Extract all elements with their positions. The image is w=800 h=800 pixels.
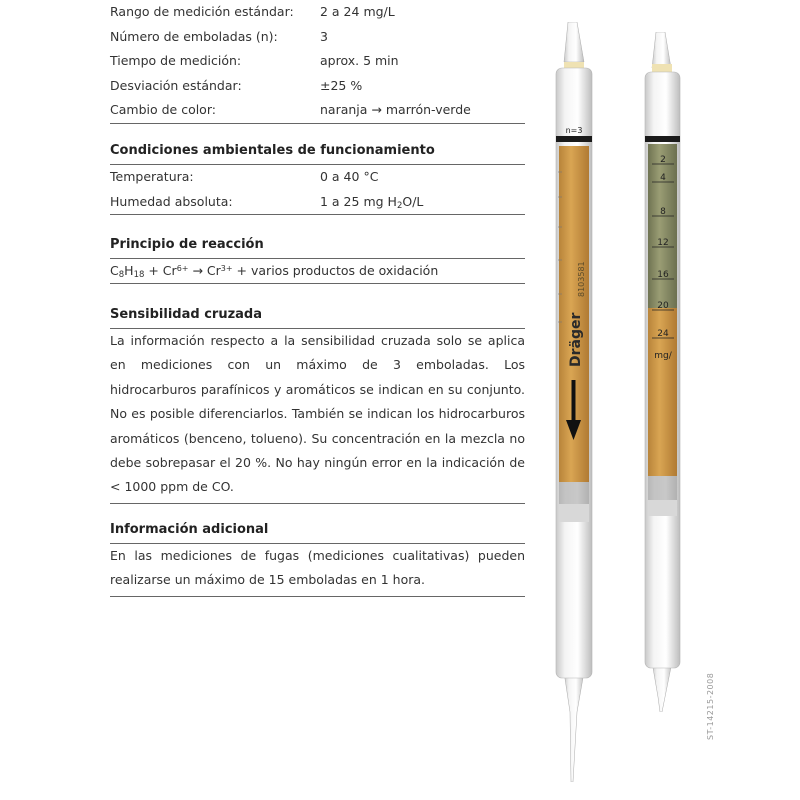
scale-label: 24 — [657, 329, 669, 339]
stroke-count-label: n=3 — [565, 126, 583, 135]
spec-label: Humedad absoluta: — [110, 193, 233, 209]
serial-number: 8103581 — [577, 261, 586, 297]
spec-label: Cambio de color: — [110, 102, 216, 117]
scale-label: 12 — [657, 238, 669, 248]
divider — [110, 214, 525, 215]
divider — [110, 283, 525, 284]
spec-value: 2 a 24 mg/L — [320, 4, 395, 19]
reaction-section — [110, 232, 525, 284]
spec-label: Desviación estándar: — [110, 77, 242, 93]
spec-value: aprox. 5 min — [320, 53, 399, 68]
spec-value: 3 — [320, 28, 328, 44]
section-title: Principio de reacción — [110, 237, 264, 252]
brand-logo: Dräger — [568, 312, 584, 367]
spec-row-strokes — [110, 25, 525, 50]
spec-value: ±25 % — [320, 77, 363, 93]
spec-value: 1 a 25 mg $H_2O/L$ — [320, 193, 424, 211]
conditions-section — [110, 138, 525, 215]
conditions-row-humidity — [110, 190, 525, 215]
spec-row-color-change — [110, 98, 525, 123]
scale-label: 16 — [657, 270, 669, 280]
spec-value: 0 a 40 °C — [320, 169, 379, 184]
additional-info-section — [110, 517, 525, 597]
image-code: ST-14215-2008 — [706, 672, 715, 740]
scale-unit: mg/ — [654, 351, 672, 361]
scale-label: 4 — [660, 173, 666, 183]
spec-label: Rango de medición estándar: — [110, 4, 294, 19]
spec-value: naranja → marrón-verde — [320, 102, 471, 117]
divider — [110, 596, 525, 597]
spec-label: Temperatura: — [110, 169, 194, 184]
scale-label: 2 — [660, 155, 666, 165]
divider — [110, 503, 525, 504]
section-title: Información adicional — [110, 522, 269, 537]
section-title: Sensibilidad cruzada — [110, 307, 263, 322]
conditions-row-temperature — [110, 165, 525, 190]
detector-tube-used — [640, 32, 686, 712]
spec-row-time — [110, 49, 525, 74]
additional-info-text: En las mediciones de fugas (mediciones cualitativas) pueden realizarse un máximo de 15 emboladas en 1 hora. — [110, 548, 525, 588]
spec-table — [110, 0, 525, 124]
cross-sensitivity-section — [110, 302, 525, 504]
spec-row-deviation — [110, 74, 525, 99]
spec-label: Tiempo de medición: — [110, 53, 242, 68]
cross-sensitivity-text: La información respecto a la sensibilidad cruzada solo se aplica en mediciones con un máximo de 3 emboladas. Los hidrocarburos parafínicos y aromáticos se indican en su conjunto. No es posible diferenciarlos. También se indican los hidrocarburos aromáticos (benceno, tolueno). Su concentración en la mezcla no debe sobrepasar el 20 %. No hay ningún error en la indicación de < 1000 ppm de CO. — [110, 333, 525, 495]
reaction-formula: $C_8H_{18} + Cr^{6+} \to Cr^{3+}$ + varios productos de oxidación — [110, 263, 439, 280]
section-title: Condiciones ambientales de funcionamiento — [110, 143, 435, 158]
scale-label: 8 — [660, 207, 666, 217]
spec-label: Número de emboladas (n): — [110, 28, 278, 44]
detector-tube-unused — [550, 22, 600, 782]
spec-row-range — [110, 0, 525, 25]
scale-label: 20 — [657, 301, 669, 311]
divider — [110, 123, 525, 124]
